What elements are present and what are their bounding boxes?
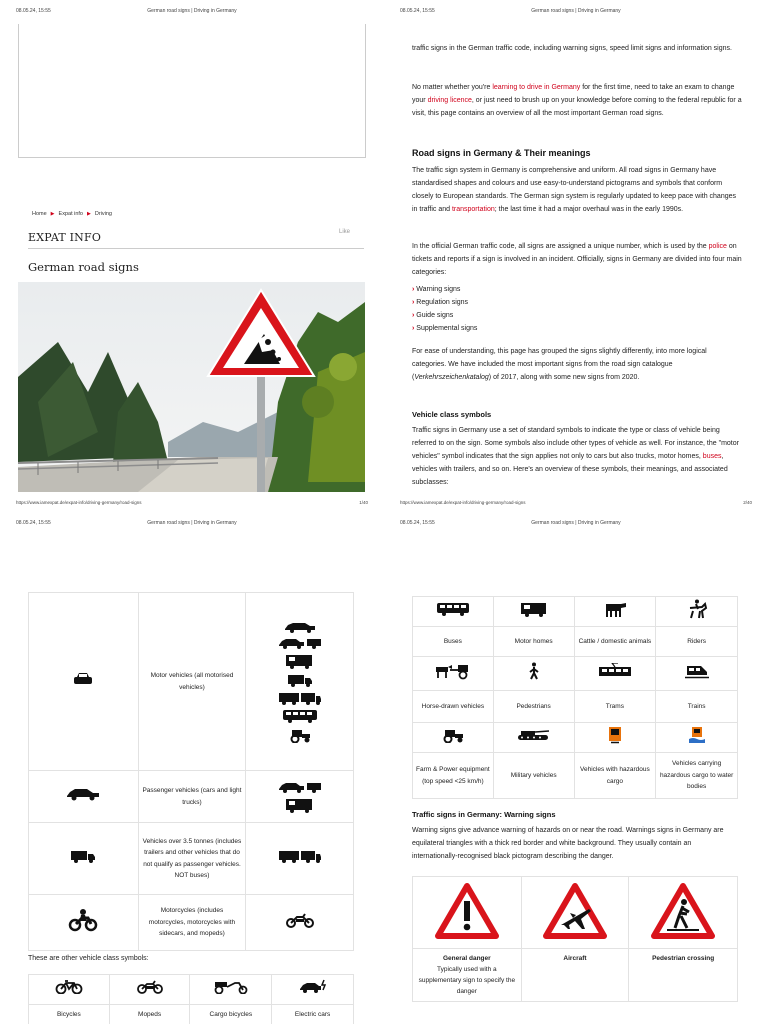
- tractor-icon: [441, 727, 465, 743]
- table-cell: Electric cars: [272, 1005, 354, 1024]
- breadcrumb-expat-info[interactable]: Expat info: [58, 211, 83, 217]
- symbol-cell: [656, 657, 738, 691]
- symbol-cell: [29, 771, 139, 823]
- text: , or just need to brush up on your knowledge before coming to the federal republic for a visit, this page contains an overview of all the most important German road signs.: [412, 97, 742, 117]
- breadcrumb-driving[interactable]: Driving: [94, 211, 112, 217]
- breadcrumb: [32, 211, 112, 217]
- table-row: [29, 593, 354, 771]
- symbol-cell: [29, 895, 139, 951]
- transportation-link[interactable]: transportation: [451, 206, 495, 213]
- table-row: [29, 1005, 354, 1024]
- symbol-cell: [190, 975, 272, 1005]
- subsection-heading: Vehicle class symbols: [412, 410, 492, 419]
- truck-with-trailer-icon: [278, 849, 322, 863]
- police-link[interactable]: police: [708, 243, 727, 250]
- breadcrumb-arrow-icon: ▶: [87, 211, 91, 217]
- print-title: German road signs | Driving in Germany: [531, 520, 621, 526]
- rider-icon: [686, 599, 708, 619]
- print-date: 08.05.24, 15:55: [400, 520, 435, 526]
- table-cell: Cargo bicycles: [190, 1005, 272, 1024]
- car-with-trailer-icon: [278, 637, 322, 649]
- page-footer: [400, 500, 752, 508]
- vehicle-grid-table: [412, 596, 738, 799]
- divider: [28, 248, 364, 249]
- subclass-cell: [246, 593, 354, 771]
- table-row: [29, 823, 354, 895]
- intro-paragraph: [412, 81, 742, 120]
- vehicle-class-paragraph: [412, 424, 742, 489]
- print-title: German road signs | Driving in Germany: [147, 8, 237, 14]
- section-heading: Road signs in Germany & Their meanings: [412, 148, 591, 158]
- page-header: [400, 8, 752, 16]
- page-title: German road signs: [28, 260, 139, 274]
- tractor-icon: [288, 727, 312, 743]
- text: ; the last time it had a major overhaul was in the early 1990s.: [494, 206, 684, 213]
- pdf-page-3: [0, 512, 384, 1024]
- grouping-paragraph: [412, 345, 742, 384]
- motor-home-icon: [520, 601, 548, 617]
- table-row: [413, 627, 738, 657]
- page-header: [400, 520, 752, 528]
- table-cell: Passenger vehicles (cars and light trucks): [138, 771, 246, 823]
- table-cell: Motor homes: [493, 627, 574, 657]
- sign-description: Typically used with a supplementary sign to specify the danger: [418, 966, 516, 995]
- pedestrian-icon: [528, 662, 540, 680]
- symbol-cell: [272, 975, 354, 1005]
- hazardous-cargo-icon: [608, 726, 622, 744]
- page-number: 2/40: [743, 500, 752, 505]
- passenger-car-icon: [65, 787, 101, 801]
- like-button[interactable]: Like: [339, 229, 351, 235]
- driving-licence-link[interactable]: driving licence: [427, 97, 472, 104]
- sign-description-cell: [629, 949, 738, 1002]
- warning-signs-table: [412, 876, 738, 1002]
- truck-icon: [287, 673, 313, 687]
- truck-icon: [70, 849, 96, 863]
- tram-icon: [598, 663, 632, 679]
- table-row: [413, 877, 738, 949]
- table-cell: Military vehicles: [493, 753, 574, 799]
- table-row: [29, 771, 354, 823]
- intro-continued: traffic signs in the German traffic code, including warning signs, speed limit signs and information signs.: [412, 45, 732, 52]
- pedestrian-crossing-sign-icon: [651, 883, 715, 939]
- table-cell: Cattle / domestic animals: [574, 627, 656, 657]
- military-vehicle-icon: [517, 728, 551, 742]
- table-cell: Mopeds: [109, 1005, 190, 1024]
- text: Traffic signs in Germany use a set of standard symbols to indicate the type or class of vehicle being referred to on the sign. Some symbols also include other types of vehicle as well. For instance, the "motor vehicles" symbol indicates that the sign applies not only to cars but also trucks, motor homes,: [412, 427, 739, 460]
- list-item: › Warning signs: [412, 283, 742, 296]
- moped-icon: [136, 980, 164, 994]
- sign-title: Aircraft: [563, 955, 587, 962]
- bus-icon: [436, 602, 470, 616]
- page-header: [16, 520, 368, 528]
- table-cell: Vehicles over 3.5 tonnes (includes trailers and other vehicles that do not qualify as passenger vehicles. NOT buses): [138, 823, 246, 895]
- electric-car-icon: [298, 979, 328, 995]
- subclass-cell: [246, 771, 354, 823]
- table-row: [413, 691, 738, 723]
- symbol-cell: [413, 597, 494, 627]
- pdf-page-1: [0, 0, 384, 512]
- table-cell: Horse-drawn vehicles: [413, 691, 494, 723]
- general-danger-sign-icon: [435, 883, 499, 939]
- print-date: 08.05.24, 15:55: [16, 8, 51, 14]
- table-row: [413, 949, 738, 1002]
- page-footer: [16, 500, 368, 508]
- print-title: German road signs | Driving in Germany: [147, 520, 237, 526]
- motor-home-icon: [285, 653, 315, 669]
- table-cell: Motor vehicles (all motorised vehicles): [138, 593, 246, 771]
- other-vehicle-table: [28, 974, 354, 1024]
- horse-drawn-vehicle-icon: [434, 662, 472, 680]
- sign-description-cell: [521, 949, 629, 1002]
- vehicle-class-table: [28, 592, 354, 951]
- pdf-page-4: [384, 512, 768, 1024]
- sign-cell: [521, 877, 629, 949]
- list-item: › Supplemental signs: [412, 322, 742, 335]
- table-cell: Riders: [656, 627, 738, 657]
- car-front-icon: [72, 672, 94, 686]
- cattle-icon: [602, 600, 628, 618]
- text: In the official German traffic code, all signs are assigned a unique number, which is used by the: [412, 243, 709, 250]
- pdf-page-2: [384, 0, 768, 512]
- table-cell: Vehicles carrying hazardous cargo to water bodies: [656, 753, 738, 799]
- section-label: EXPAT INFO: [28, 231, 102, 244]
- text: , vehicles with trailers, and so on. Here's an overview of these symbols, their meanings, and associated subclasses:: [412, 453, 728, 486]
- text: on tickets and reports if a sign is involved in an incident. Officially, signs in Germany are divided into four main categories:: [412, 243, 742, 276]
- sign-cell: [629, 877, 738, 949]
- symbol-cell: [574, 597, 656, 627]
- text: The traffic sign system in Germany is comprehensive and uniform. All road signs in Germany have standardised shapes and colours and use easy-to-understand pictograms and symbols that conform closely to European standards. The German sign system is regularly updated to keep pace with changes in traffic and: [412, 167, 736, 213]
- sign-title: Pedestrian crossing: [652, 955, 715, 962]
- text: ) of 2017, along with some new signs from 2020.: [488, 374, 640, 381]
- symbol-cell: [29, 823, 139, 895]
- traffic-code-paragraph: [412, 240, 742, 279]
- symbol-cell: [493, 723, 574, 753]
- warning-signs-heading: Traffic signs in Germany: Warning signs: [412, 810, 556, 819]
- text: for the first time, need to take an exam to change your: [412, 84, 735, 104]
- symbol-cell: [656, 597, 738, 627]
- symbol-cell: [29, 975, 110, 1005]
- table-row: [29, 895, 354, 951]
- print-url: https://www.iamexpat.de/expat-info/driving-germany/road-signs: [16, 500, 142, 505]
- learning-to-drive-link[interactable]: learning to drive in Germany: [492, 84, 581, 91]
- sign-cell: [413, 877, 522, 949]
- table-cell: Pedestrians: [493, 691, 574, 723]
- hazardous-cargo-water-icon: [689, 726, 705, 744]
- page-number: 1/40: [359, 500, 368, 505]
- symbol-cell: [493, 657, 574, 691]
- car-with-trailer-icon: [278, 781, 322, 793]
- breadcrumb-arrow-icon: ▶: [50, 211, 55, 217]
- warning-signs-paragraph: Warning signs give advance warning of hazards on or near the road. Warnings signs in Germany are equilateral triangles with a thick red border and white background. They usually contain an internationally-recognised black pictogram describing the danger.: [412, 827, 724, 860]
- sign-title: General danger: [442, 955, 491, 962]
- text: For ease of understanding, this page has grouped the signs slightly differently, into more logical categories. We have included the most important signs from the road sign catalogue (: [412, 348, 707, 381]
- table-cell: Trams: [574, 691, 656, 723]
- table-cell: Buses: [413, 627, 494, 657]
- falling-rocks-photo: [18, 282, 365, 492]
- table-row: [413, 657, 738, 691]
- road-signs-paragraph: [412, 164, 742, 216]
- motor-home-icon: [285, 797, 315, 813]
- symbol-cell: [493, 597, 574, 627]
- symbol-cell: [574, 723, 656, 753]
- category-list: [412, 283, 742, 335]
- subclass-cell: [246, 895, 354, 951]
- symbol-cell: [413, 657, 494, 691]
- page-header: [16, 8, 368, 16]
- symbol-cell: [109, 975, 190, 1005]
- truck-with-trailer-icon: [278, 691, 322, 705]
- symbol-cell: [656, 723, 738, 753]
- motorcycle-icon: [68, 908, 98, 932]
- bicycle-icon: [55, 980, 83, 994]
- symbol-cell: [413, 723, 494, 753]
- print-date: 08.05.24, 15:55: [16, 520, 51, 526]
- catalogue-name: Verkehrszeichenkatalog: [414, 374, 489, 381]
- table-row: [413, 597, 738, 627]
- table-cell: Trains: [656, 691, 738, 723]
- table-cell: Vehicles with hazardous cargo: [574, 753, 656, 799]
- aircraft-sign-icon: [543, 883, 607, 939]
- table-cell: Bicycles: [29, 1005, 110, 1024]
- symbol-cell: [29, 593, 139, 771]
- table-cell: Motorcycles (includes motorcycles, motorcycles with sidecars, and mopeds): [138, 895, 246, 951]
- other-symbols-label: These are other vehicle class symbols:: [28, 955, 149, 962]
- sign-description-cell: [413, 949, 522, 1002]
- ad-placeholder: [18, 24, 366, 158]
- list-item: › Guide signs: [412, 309, 742, 322]
- table-cell: Farm & Power equipment (top speed <25 km/h): [413, 753, 494, 799]
- cargo-bicycle-icon: [213, 980, 249, 994]
- print-url: https://www.iamexpat.de/expat-info/driving-germany/road-signs: [400, 500, 526, 505]
- print-title: German road signs | Driving in Germany: [531, 8, 621, 14]
- table-row: [29, 975, 354, 1005]
- print-date: 08.05.24, 15:55: [400, 8, 435, 14]
- symbol-cell: [574, 657, 656, 691]
- table-row: [413, 723, 738, 753]
- car-icon: [283, 621, 317, 633]
- bus-icon: [282, 709, 318, 723]
- text: No matter whether you're: [412, 84, 493, 91]
- train-icon: [685, 663, 709, 679]
- list-item: › Regulation signs: [412, 296, 742, 309]
- moped-icon: [285, 912, 315, 928]
- subclass-cell: [246, 823, 354, 895]
- hero-image: [18, 282, 365, 492]
- breadcrumb-home[interactable]: Home: [32, 211, 47, 217]
- buses-link[interactable]: buses: [702, 453, 722, 460]
- table-row: [413, 753, 738, 799]
